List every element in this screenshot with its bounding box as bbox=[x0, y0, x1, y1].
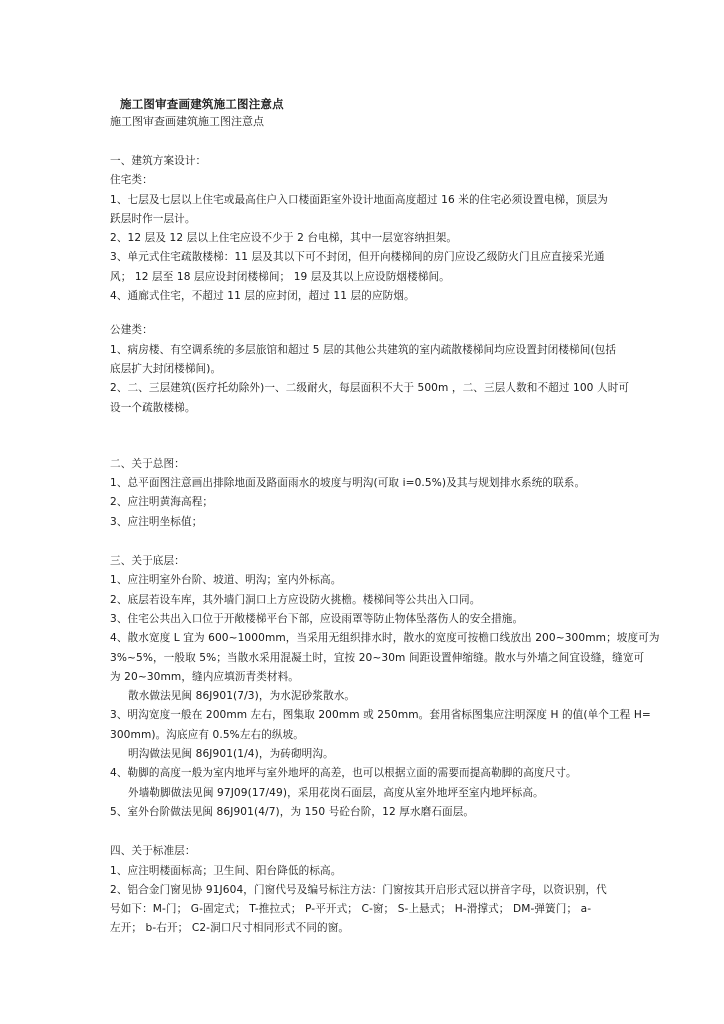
section-heading-ground-floor: 三、关于底层： bbox=[110, 555, 185, 568]
paragraph-line: 为 20~30mm，缝内应填沥青类材料。 bbox=[110, 670, 299, 683]
document-subtitle: 施工图审查画建筑施工图注意点 bbox=[110, 115, 264, 128]
paragraph-line: 1、应注明楼面标高；卫生间、阳台降低的标高。 bbox=[110, 864, 342, 877]
paragraph-line: 4、通廊式住宅，不超过 11 层的应封闭，超过 11 层的应防烟。 bbox=[110, 290, 415, 303]
paragraph-line: 3、住宅公共出入口位于开敞楼梯平台下部，应设雨罩等防止物体坠落伤人的安全措施。 bbox=[110, 612, 524, 625]
paragraph-line: 设一个疏散楼梯。 bbox=[110, 401, 196, 414]
paragraph-line: 1、七层及七层以上住宅或最高住户入口楼面距室外设计地面高度超过 16 米的住宅必须设置电梯，顶层为 bbox=[110, 193, 608, 206]
paragraph-line: 风； 12 层至 18 层应设封闭楼梯间； 19 层及其以上应设防烟楼梯间。 bbox=[110, 270, 450, 283]
paragraph-line: 3、应注明坐标值； bbox=[110, 515, 203, 528]
paragraph-line: 2、二、三层建筑(医疗托幼除外)一、二级耐火，每层面积不大于 500m ，二、三层人数和不超过 100 人时可 bbox=[110, 382, 630, 395]
paragraph-line: 1、病房楼、有空调系统的多层旅馆和超过 5 层的其他公共建筑的室内疏散楼梯间均应设置封闭楼梯间(包括 bbox=[110, 343, 617, 356]
paragraph-line: 4、勒脚的高度一般为室内地坪与室外地坪的高差，也可以根据立面的需要而提高勒脚的高度尺寸。 bbox=[110, 767, 577, 780]
subheading-residential: 住宅类： bbox=[110, 174, 153, 187]
paragraph-line: 1、应注明室外台阶、坡道、明沟；室内外标高。 bbox=[110, 574, 342, 587]
section-heading-standard-floor: 四、关于标准层： bbox=[110, 845, 196, 858]
paragraph-line: 5、室外台阶做法见闽 86J901(4/7)，为 150 号砼台阶，12 厚水磨石面层。 bbox=[110, 805, 475, 818]
paragraph-line: 2、应注明黄海高程； bbox=[110, 496, 214, 509]
paragraph-line: 明沟做法见闽 86J901(1/4)，为砖砌明沟。 bbox=[128, 748, 334, 761]
paragraph-line: 2、底层若设车库，其外墙门洞口上方应设防火挑檐。楼梯间等公共出入口同。 bbox=[110, 593, 481, 606]
document-body bbox=[110, 96, 660, 939]
section-heading-design: 一、建筑方案设计： bbox=[110, 155, 207, 167]
section-heading-site-plan: 二、关于总图： bbox=[110, 457, 185, 470]
paragraph-line: 1、总平面图注意画出排除地面及路面雨水的坡度与明沟(可取 i=0.5%)及其与规划排水系统的联系。 bbox=[110, 477, 586, 490]
paragraph-line: 300mm)。沟底应有 0.5%左右的纵坡。 bbox=[110, 728, 305, 741]
paragraph-line: 3、单元式住宅疏散楼梯：11 层及其以下可不封闭，但开向楼梯间的房门应设乙级防火门且应直接采光通 bbox=[110, 251, 605, 264]
paragraph-line: 2、铝合金门窗见协 91J604，门窗代号及编号标注方法：门窗按其开启形式冠以拼音字母，以资识别，代 bbox=[110, 883, 607, 896]
paragraph-line: 号如下：M-门； G-固定式； T-推拉式； P-平开式； C-窗； S-上悬式； H-滑撑式； DM-弹簧门； a- bbox=[110, 903, 592, 916]
paragraph-line: 外墙勒脚做法见闽 97J09(17/49)，采用花岗石面层，高度从室外地坪至室内地坪标高。 bbox=[128, 786, 544, 799]
subheading-public: 公建类： bbox=[110, 324, 153, 337]
paragraph-line: 3%~5%，一般取 5%；当散水采用混凝土时，宜按 20~30m 间距设置伸缩缝。散水与外墙之间宜设缝，缝宽可 bbox=[110, 651, 645, 664]
paragraph-line: 2、12 层及 12 层以上住宅应设不少于 2 台电梯，其中一层宽容纳担架。 bbox=[110, 232, 458, 245]
paragraph-line: 4、散水宽度 L 宜为 600~1000mm，当采用无组织排水时，散水的宽度可按檐口线放出 200~300mm；坡度可为 bbox=[110, 632, 660, 645]
paragraph-line: 底层扩大封闭楼梯间)。 bbox=[110, 362, 222, 375]
document-title: 施工图审查画建筑施工图注意点 bbox=[120, 97, 284, 111]
paragraph-line: 散水做法见闽 86J901(7/3)，为水泥砂浆散水。 bbox=[128, 690, 356, 703]
paragraph-line: 3、明沟宽度一般在 200mm 左右，图集取 200mm 或 250mm。套用省标图集应注明深度 H 的值(单个工程 H= bbox=[110, 709, 651, 722]
paragraph-line: 跃层时作一层计。 bbox=[110, 212, 196, 225]
paragraph-line: 左开； b-右开； C2-洞口尺寸相同形式不同的窗。 bbox=[110, 922, 350, 935]
